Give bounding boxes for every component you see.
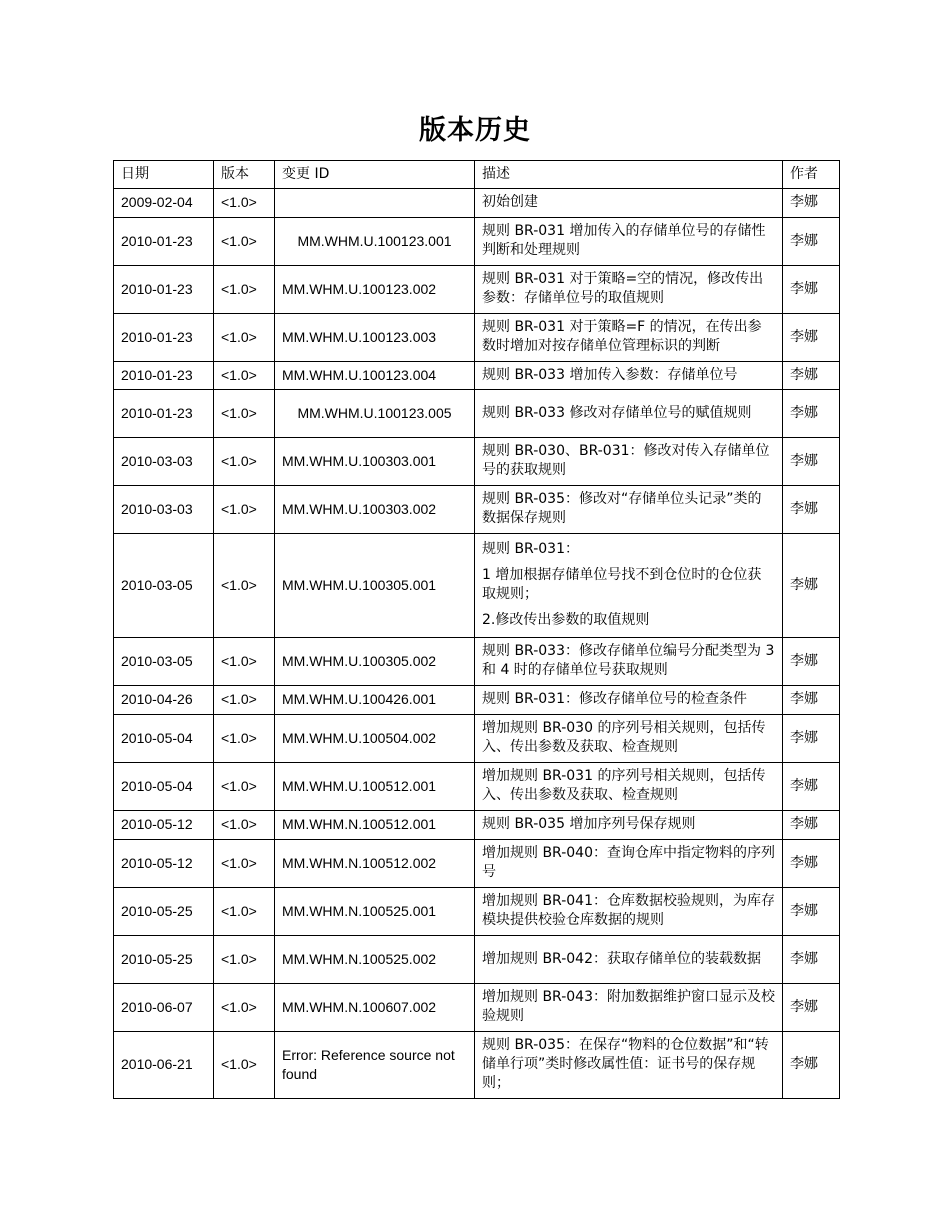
cell-version: <1.0>: [214, 189, 275, 218]
table-row: [114, 763, 840, 811]
cell-date: 2010-03-05: [114, 534, 214, 638]
cell-author: 李娜: [783, 314, 840, 362]
cell-description: [475, 266, 783, 314]
cell-author: 李娜: [783, 638, 840, 686]
cell-version: <1.0>: [214, 888, 275, 936]
cell-change-id: MM.WHM.U.100512.001: [275, 763, 475, 811]
cell-change-id: MM.WHM.U.100123.004: [275, 362, 475, 390]
cell-date: 2010-06-07: [114, 984, 214, 1032]
cell-author: 李娜: [783, 390, 840, 438]
description-line: 2.修改传出参数的取值规则: [482, 612, 650, 628]
cell-date: 2010-05-12: [114, 840, 214, 888]
header-date: 日期: [114, 161, 214, 189]
cell-author: 李娜: [783, 686, 840, 715]
description-line: 规则 BR-033：修改存储单位编号分配类型为 3 和 4 时的存储单位号获取规则: [482, 643, 775, 678]
cell-author: 李娜: [783, 266, 840, 314]
cell-change-id: MM.WHM.U.100305.002: [275, 638, 475, 686]
cell-description: [475, 534, 783, 638]
cell-date: 2010-01-23: [114, 362, 214, 390]
cell-description: [475, 1032, 783, 1099]
cell-version: <1.0>: [214, 686, 275, 715]
cell-version: <1.0>: [214, 638, 275, 686]
cell-change-id: MM.WHM.U.100504.002: [275, 715, 475, 763]
description-line: 增加规则 BR-031 的序列号相关规则，包括传入、传出参数及获取、检查规则: [482, 768, 766, 803]
description-line: 增加规则 BR-043：附加数据维护窗口显示及校验规则: [482, 989, 775, 1024]
cell-version: <1.0>: [214, 218, 275, 266]
cell-change-id: MM.WHM.N.100512.001: [275, 811, 475, 840]
cell-date: 2010-03-03: [114, 438, 214, 486]
table-row: [114, 638, 840, 686]
cell-version: <1.0>: [214, 840, 275, 888]
cell-change-id: MM.WHM.N.100607.002: [275, 984, 475, 1032]
header-version: 版本: [214, 161, 275, 189]
header-description: 描述: [475, 161, 783, 189]
cell-date: 2010-04-26: [114, 686, 214, 715]
description-line: 增加规则 BR-041：仓库数据校验规则，为库存模块提供校验仓库数据的规则: [482, 893, 775, 928]
cell-version: <1.0>: [214, 314, 275, 362]
cell-author: 李娜: [783, 888, 840, 936]
cell-version: <1.0>: [214, 438, 275, 486]
table-row: [114, 936, 840, 984]
cell-change-id: MM.WHM.U.100303.002: [275, 486, 475, 534]
cell-description: [475, 715, 783, 763]
cell-description: [475, 686, 783, 715]
table-row: [114, 715, 840, 763]
cell-author: 李娜: [783, 840, 840, 888]
cell-version: <1.0>: [214, 266, 275, 314]
header-change-id: 变更 ID: [275, 161, 475, 189]
description-line: 增加规则 BR-042：获取存储单位的装载数据: [482, 950, 761, 967]
table-row: [114, 984, 840, 1032]
description-line: 初始创建: [482, 194, 538, 210]
cell-author: 李娜: [783, 763, 840, 811]
cell-date: 2010-01-23: [114, 266, 214, 314]
cell-description: [475, 486, 783, 534]
description-line: 规则 BR-035 增加序列号保存规则: [482, 816, 696, 832]
description-line: 增加规则 BR-040：查询仓库中指定物料的序列号: [482, 845, 775, 880]
table-row: [114, 486, 840, 534]
cell-description: [475, 362, 783, 390]
cell-author: 李娜: [783, 1032, 840, 1099]
description-line: 规则 BR-031：修改存储单位号的检查条件: [482, 691, 747, 707]
table-row: [114, 534, 840, 638]
description-line: 1 增加根据存储单位号找不到仓位时的仓位获取规则；: [482, 567, 762, 602]
cell-description: [475, 888, 783, 936]
cell-date: 2010-05-12: [114, 811, 214, 840]
cell-date: 2010-05-04: [114, 763, 214, 811]
table-row: [114, 686, 840, 715]
table-row: [114, 362, 840, 390]
cell-author: 李娜: [783, 362, 840, 390]
cell-description: [475, 638, 783, 686]
table-row: [114, 811, 840, 840]
table-row: [114, 314, 840, 362]
cell-date: 2009-02-04: [114, 189, 214, 218]
cell-change-id: MM.WHM.U.100123.005: [275, 390, 475, 438]
cell-version: <1.0>: [214, 984, 275, 1032]
page-title: 版本历史: [419, 115, 531, 146]
cell-description: [475, 189, 783, 218]
cell-description: [475, 438, 783, 486]
table-row: [114, 1032, 840, 1099]
cell-change-id: MM.WHM.U.100123.001: [275, 218, 475, 266]
cell-version: <1.0>: [214, 1032, 275, 1099]
cell-date: 2010-05-25: [114, 936, 214, 984]
cell-author: 李娜: [783, 486, 840, 534]
cell-version: <1.0>: [214, 715, 275, 763]
table-header-row: [114, 161, 840, 189]
description-line: 规则 BR-031 增加传入的存储单位号的存储性判断和处理规则: [482, 223, 766, 258]
cell-change-id: [275, 189, 475, 218]
cell-date: 2010-05-04: [114, 715, 214, 763]
description-line: 规则 BR-033 修改对存储单位号的赋值规则: [482, 404, 752, 421]
table-row: [114, 438, 840, 486]
cell-date: 2010-01-23: [114, 218, 214, 266]
cell-author: 李娜: [783, 715, 840, 763]
cell-version: <1.0>: [214, 362, 275, 390]
cell-date: 2010-03-03: [114, 486, 214, 534]
cell-description: [475, 314, 783, 362]
cell-change-id: MM.WHM.N.100525.002: [275, 936, 475, 984]
cell-change-id: MM.WHM.N.100525.001: [275, 888, 475, 936]
cell-change-id: MM.WHM.U.100123.002: [275, 266, 475, 314]
cell-change-id: Error: Reference source not found: [275, 1032, 475, 1099]
cell-description: [475, 984, 783, 1032]
cell-change-id: MM.WHM.U.100305.001: [275, 534, 475, 638]
cell-version: <1.0>: [214, 936, 275, 984]
cell-description: [475, 390, 783, 438]
table-row: [114, 189, 840, 218]
cell-author: 李娜: [783, 534, 840, 638]
cell-date: 2010-03-05: [114, 638, 214, 686]
cell-date: 2010-01-23: [114, 390, 214, 438]
cell-description: [475, 811, 783, 840]
cell-description: [475, 936, 783, 984]
cell-author: 李娜: [783, 189, 840, 218]
table-row: [114, 390, 840, 438]
description-line: 规则 BR-031 对于策略=F 的情况，在传出参数时增加对按存储单位管理标识的判断: [482, 319, 762, 354]
description-line: 规则 BR-030、BR-031：修改对传入存储单位号的获取规则: [482, 443, 770, 478]
cell-description: [475, 763, 783, 811]
cell-author: 李娜: [783, 984, 840, 1032]
cell-author: 李娜: [783, 936, 840, 984]
version-history-table: [113, 160, 840, 1099]
cell-change-id: MM.WHM.U.100123.003: [275, 314, 475, 362]
table-row: [114, 888, 840, 936]
description-line: 规则 BR-035：修改对“存储单位头记录”类的数据保存规则: [482, 491, 762, 526]
cell-version: <1.0>: [214, 486, 275, 534]
cell-description: [475, 840, 783, 888]
cell-date: 2010-01-23: [114, 314, 214, 362]
table-row: [114, 218, 840, 266]
description-line: 规则 BR-031：: [482, 541, 579, 557]
cell-date: 2010-05-25: [114, 888, 214, 936]
header-author: 作者: [783, 161, 840, 189]
cell-author: 李娜: [783, 438, 840, 486]
cell-author: 李娜: [783, 218, 840, 266]
cell-version: <1.0>: [214, 763, 275, 811]
description-line: 规则 BR-033 增加传入参数：存储单位号: [482, 366, 738, 383]
description-line: 规则 BR-031 对于策略=空的情况，修改传出参数：存储单位号的取值规则: [482, 271, 764, 306]
cell-date: 2010-06-21: [114, 1032, 214, 1099]
table-row: [114, 266, 840, 314]
cell-version: <1.0>: [214, 390, 275, 438]
cell-change-id: MM.WHM.U.100303.001: [275, 438, 475, 486]
cell-author: 李娜: [783, 811, 840, 840]
cell-version: <1.0>: [214, 534, 275, 638]
cell-change-id: MM.WHM.U.100426.001: [275, 686, 475, 715]
cell-change-id: MM.WHM.N.100512.002: [275, 840, 475, 888]
description-line: 规则 BR-035：在保存“物料的仓位数据”和“转储单行项”类时修改属性值：证书号的保存规则；: [482, 1037, 769, 1091]
cell-description: [475, 218, 783, 266]
description-line: 增加规则 BR-030 的序列号相关规则，包括传入、传出参数及获取、检查规则: [482, 720, 766, 755]
table-row: [114, 840, 840, 888]
cell-version: <1.0>: [214, 811, 275, 840]
